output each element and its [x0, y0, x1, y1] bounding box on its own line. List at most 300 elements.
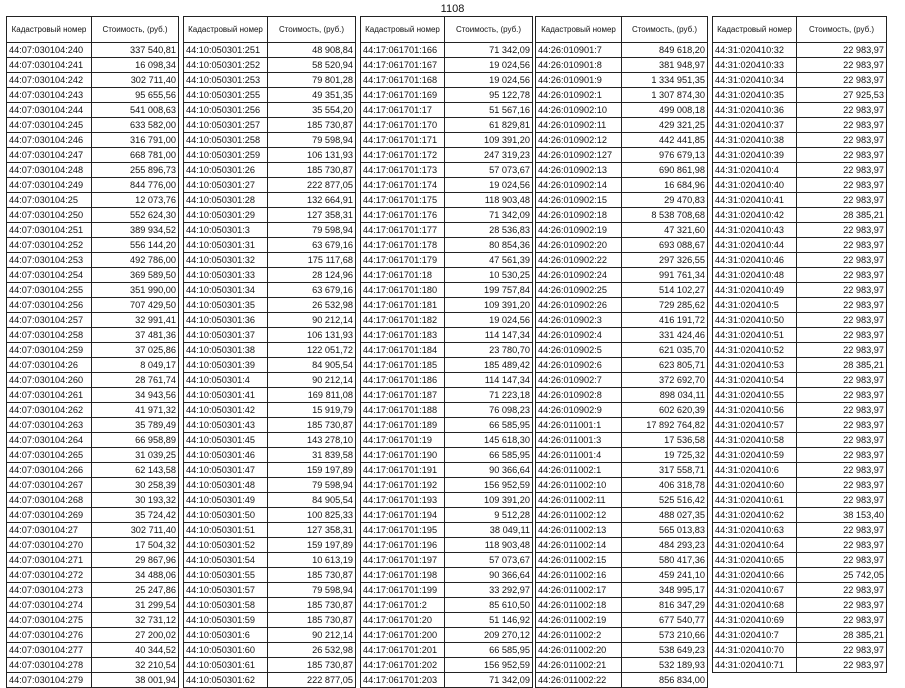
table-row — [361, 478, 533, 493]
table-row — [184, 613, 356, 628]
cost-cell: 66 585,95 — [445, 418, 533, 433]
cadastral-number-cell: 44:26:010902:9 — [536, 403, 622, 418]
table-row — [184, 313, 356, 328]
cost-cell: 30 193,32 — [92, 493, 179, 508]
cadastral-number-cell: 44:17:061701:203 — [361, 673, 445, 688]
cadastral-number-cell: 44:17:061701:18 — [361, 268, 445, 283]
cost-cell: 76 098,23 — [445, 403, 533, 418]
table-row — [184, 163, 356, 178]
cadastral-number-cell: 44:07:030104:248 — [7, 163, 92, 178]
cost-cell: 331 424,46 — [622, 328, 708, 343]
table-row — [536, 643, 708, 658]
table-row — [7, 373, 179, 388]
cost-cell: 35 789,49 — [92, 418, 179, 433]
table-row — [536, 43, 708, 58]
table-row — [713, 643, 887, 658]
cost-cell: 28 385,21 — [797, 358, 887, 373]
table-row — [7, 358, 179, 373]
cost-cell: 499 008,18 — [622, 103, 708, 118]
cost-cell: 381 948,97 — [622, 58, 708, 73]
cost-cell: 389 934,52 — [92, 223, 179, 238]
table-row — [7, 403, 179, 418]
cost-cell: 199 757,84 — [445, 283, 533, 298]
cadastral-number-cell: 44:26:010902:14 — [536, 178, 622, 193]
cost-cell: 159 197,89 — [268, 463, 356, 478]
cadastral-number-cell: 44:10:050301:29 — [184, 208, 268, 223]
table-row — [713, 418, 887, 433]
cadastral-number-cell: 44:10:050301:34 — [184, 283, 268, 298]
cadastral-number-cell: 44:10:050301:31 — [184, 238, 268, 253]
table-row — [7, 598, 179, 613]
cost-cell: 633 582,00 — [92, 118, 179, 133]
table-row — [536, 268, 708, 283]
cost-cell: 707 429,50 — [92, 298, 179, 313]
cadastral-number-cell: 44:07:030104:256 — [7, 298, 92, 313]
table-row — [713, 88, 887, 103]
cost-cell: 71 342,09 — [445, 208, 533, 223]
cadastral-number-cell: 44:26:010902:25 — [536, 283, 622, 298]
cadastral-number-cell: 44:10:050301:49 — [184, 493, 268, 508]
table-row — [184, 208, 356, 223]
table-row — [361, 613, 533, 628]
table-row — [184, 388, 356, 403]
table-row — [7, 508, 179, 523]
cadastral-number-cell: 44:26:011002:18 — [536, 598, 622, 613]
registry-table-1 — [6, 16, 179, 688]
table-row — [7, 343, 179, 358]
cadastral-number-cell: 44:26:010902:7 — [536, 373, 622, 388]
table-row — [713, 268, 887, 283]
table-row — [713, 568, 887, 583]
cadastral-number-cell: 44:17:061701:168 — [361, 73, 445, 88]
table-row — [536, 148, 708, 163]
table-row — [361, 583, 533, 598]
table-row — [184, 358, 356, 373]
cadastral-number-cell: 44:10:050301:61 — [184, 658, 268, 673]
cadastral-number-cell: 44:26:010902:22 — [536, 253, 622, 268]
table-row — [184, 463, 356, 478]
table-row — [361, 388, 533, 403]
table-row — [536, 163, 708, 178]
table-row — [536, 298, 708, 313]
cadastral-number-cell: 44:07:030104:275 — [7, 613, 92, 628]
cadastral-number-cell: 44:31:020410:46 — [713, 253, 797, 268]
cadastral-number-cell: 44:07:030104:271 — [7, 553, 92, 568]
table-row — [7, 283, 179, 298]
cadastral-number-cell: 44:10:050301:55 — [184, 568, 268, 583]
table-row — [7, 163, 179, 178]
cadastral-number-cell: 44:26:010901:9 — [536, 73, 622, 88]
cadastral-number-cell: 44:26:010902:19 — [536, 223, 622, 238]
cost-cell: 35 554,20 — [268, 103, 356, 118]
cost-cell: 22 983,97 — [797, 373, 887, 388]
table-row — [7, 538, 179, 553]
cadastral-number-cell: 44:31:020410:35 — [713, 88, 797, 103]
cost-cell: 573 210,66 — [622, 628, 708, 643]
cost-cell: 66 585,95 — [445, 448, 533, 463]
table-row — [713, 223, 887, 238]
cadastral-number-cell: 44:10:050301:60 — [184, 643, 268, 658]
cost-cell: 552 624,30 — [92, 208, 179, 223]
cadastral-number-cell: 44:17:061701:197 — [361, 553, 445, 568]
cost-cell: 22 983,97 — [797, 238, 887, 253]
cadastral-number-cell: 44:07:030104:259 — [7, 343, 92, 358]
cost-cell: 317 558,71 — [622, 463, 708, 478]
table-row — [536, 343, 708, 358]
table-row — [713, 448, 887, 463]
cadastral-number-cell: 44:07:030104:274 — [7, 598, 92, 613]
cost-cell: 90 212,14 — [268, 313, 356, 328]
table-row — [713, 58, 887, 73]
cost-cell: 49 351,35 — [268, 88, 356, 103]
table-row — [536, 448, 708, 463]
table-row — [7, 43, 179, 58]
cadastral-number-cell: 44:26:010902:5 — [536, 343, 622, 358]
cost-cell: 22 983,97 — [797, 448, 887, 463]
table-row — [7, 658, 179, 673]
table-row — [184, 88, 356, 103]
cadastral-number-cell: 44:10:050301:45 — [184, 433, 268, 448]
cadastral-number-cell: 44:07:030104:273 — [7, 583, 92, 598]
cost-cell: 22 983,97 — [797, 613, 887, 628]
cost-cell: 90 212,14 — [268, 373, 356, 388]
cost-cell: 122 051,72 — [268, 343, 356, 358]
cost-cell: 22 983,97 — [797, 103, 887, 118]
cost-cell: 132 664,91 — [268, 193, 356, 208]
cost-cell: 222 877,05 — [268, 178, 356, 193]
cost-cell: 175 117,68 — [268, 253, 356, 268]
cadastral-number-cell: 44:10:050301:256 — [184, 103, 268, 118]
cadastral-number-cell: 44:26:010902:1 — [536, 88, 622, 103]
cost-cell: 185 730,87 — [268, 613, 356, 628]
cadastral-number-cell: 44:26:011001:1 — [536, 418, 622, 433]
cost-cell: 22 983,97 — [797, 313, 887, 328]
table-row — [7, 223, 179, 238]
cadastral-number-cell: 44:31:020410:51 — [713, 328, 797, 343]
cost-cell: 488 027,35 — [622, 508, 708, 523]
cadastral-number-cell: 44:17:061701:202 — [361, 658, 445, 673]
cost-cell: 27 925,53 — [797, 88, 887, 103]
cost-cell: 79 801,28 — [268, 73, 356, 88]
cost-cell: 185 730,87 — [268, 598, 356, 613]
table-row — [713, 553, 887, 568]
table-row — [184, 148, 356, 163]
table-row — [536, 478, 708, 493]
cost-cell: 185 730,87 — [268, 418, 356, 433]
table-row — [536, 328, 708, 343]
table-row — [536, 358, 708, 373]
cost-cell: 29 867,96 — [92, 553, 179, 568]
table-row — [184, 238, 356, 253]
table-row — [361, 238, 533, 253]
cadastral-number-cell: 44:31:020410:60 — [713, 478, 797, 493]
cost-cell: 406 318,78 — [622, 478, 708, 493]
table-row — [536, 658, 708, 673]
cost-cell: 85 610,50 — [445, 598, 533, 613]
cadastral-number-cell: 44:10:050301:39 — [184, 358, 268, 373]
cost-cell: 22 983,97 — [797, 478, 887, 493]
table-row — [361, 508, 533, 523]
cost-cell: 47 561,39 — [445, 253, 533, 268]
cadastral-number-cell: 44:31:020410:44 — [713, 238, 797, 253]
cadastral-number-cell: 44:10:050301:258 — [184, 133, 268, 148]
cadastral-number-cell: 44:07:030104:252 — [7, 238, 92, 253]
cost-cell: 991 761,34 — [622, 268, 708, 283]
table-row — [536, 103, 708, 118]
table-row — [713, 493, 887, 508]
table-row — [361, 223, 533, 238]
cost-cell: 19 725,32 — [622, 448, 708, 463]
cost-cell: 28 385,21 — [797, 208, 887, 223]
table-row — [713, 133, 887, 148]
cost-cell: 106 131,93 — [268, 328, 356, 343]
cadastral-number-cell: 44:31:020410:37 — [713, 118, 797, 133]
table-row — [361, 208, 533, 223]
cadastral-number-cell: 44:10:050301:32 — [184, 253, 268, 268]
header-cadastral-number: Кадастровый номер — [536, 17, 622, 43]
cost-cell: 10 613,19 — [268, 553, 356, 568]
cadastral-number-cell: 44:07:030104:247 — [7, 148, 92, 163]
table-row — [536, 493, 708, 508]
cost-cell: 84 905,54 — [268, 493, 356, 508]
table-row — [713, 193, 887, 208]
cadastral-number-cell: 44:07:030104:242 — [7, 73, 92, 88]
table-row — [713, 358, 887, 373]
table-row — [713, 298, 887, 313]
cadastral-number-cell: 44:17:061701:196 — [361, 538, 445, 553]
table-row — [184, 268, 356, 283]
table-row — [361, 328, 533, 343]
cadastral-number-cell: 44:07:030104:270 — [7, 538, 92, 553]
cadastral-number-cell: 44:17:061701:201 — [361, 643, 445, 658]
table-row — [713, 388, 887, 403]
cost-cell: 35 724,42 — [92, 508, 179, 523]
cost-cell: 29 470,83 — [622, 193, 708, 208]
table-row — [7, 388, 179, 403]
cadastral-number-cell: 44:10:050301:57 — [184, 583, 268, 598]
cost-cell: 106 131,93 — [268, 148, 356, 163]
cost-cell: 57 073,67 — [445, 553, 533, 568]
table-row — [536, 403, 708, 418]
table-row — [7, 193, 179, 208]
cadastral-number-cell: 44:10:050301:253 — [184, 73, 268, 88]
cadastral-number-cell: 44:31:020410:6 — [713, 463, 797, 478]
cadastral-number-cell: 44:26:011002:12 — [536, 508, 622, 523]
cadastral-number-cell: 44:31:020410:65 — [713, 553, 797, 568]
table-row — [7, 268, 179, 283]
cadastral-number-cell: 44:31:020410:54 — [713, 373, 797, 388]
table-row — [184, 298, 356, 313]
cost-cell: 31 039,25 — [92, 448, 179, 463]
header-cadastral-number: Кадастровый номер — [7, 17, 92, 43]
cost-cell: 28 536,83 — [445, 223, 533, 238]
cadastral-number-cell: 44:26:011002:19 — [536, 613, 622, 628]
cadastral-number-cell: 44:26:011001:4 — [536, 448, 622, 463]
table-row — [184, 628, 356, 643]
table-row — [184, 418, 356, 433]
table-row — [184, 253, 356, 268]
cadastral-number-cell: 44:07:030104:279 — [7, 673, 92, 688]
table-row — [361, 298, 533, 313]
cost-cell: 12 073,76 — [92, 193, 179, 208]
cadastral-number-cell: 44:31:020410:39 — [713, 148, 797, 163]
cadastral-number-cell: 44:10:050301:52 — [184, 538, 268, 553]
table-row — [536, 418, 708, 433]
cost-cell: 351 990,00 — [92, 283, 179, 298]
cost-cell: 484 293,23 — [622, 538, 708, 553]
table-row — [7, 148, 179, 163]
table-row — [361, 358, 533, 373]
cost-cell: 532 189,93 — [622, 658, 708, 673]
header-cost: Стоимость, (руб.) — [268, 17, 356, 43]
table-row — [361, 283, 533, 298]
cadastral-number-cell: 44:07:030104:272 — [7, 568, 92, 583]
cost-cell: 22 983,97 — [797, 43, 887, 58]
cost-cell: 32 731,12 — [92, 613, 179, 628]
cost-cell: 22 983,97 — [797, 253, 887, 268]
table-row — [713, 118, 887, 133]
cost-cell: 429 321,25 — [622, 118, 708, 133]
table-row — [184, 583, 356, 598]
cadastral-number-cell: 44:26:011001:3 — [536, 433, 622, 448]
cost-cell: 556 144,20 — [92, 238, 179, 253]
cadastral-number-cell: 44:17:061701:188 — [361, 403, 445, 418]
cost-cell: 28 385,21 — [797, 628, 887, 643]
table-row — [184, 673, 356, 688]
cost-cell: 22 983,97 — [797, 223, 887, 238]
table-row — [7, 58, 179, 73]
cadastral-number-cell: 44:10:050301:27 — [184, 178, 268, 193]
cadastral-number-cell: 44:07:030104:269 — [7, 508, 92, 523]
cost-cell: 26 532,98 — [268, 298, 356, 313]
cadastral-number-cell: 44:17:061701:17 — [361, 103, 445, 118]
table-row — [536, 628, 708, 643]
table-row — [713, 343, 887, 358]
table-row — [536, 538, 708, 553]
cost-cell: 118 903,48 — [445, 193, 533, 208]
table-row — [361, 553, 533, 568]
cost-cell: 63 679,16 — [268, 238, 356, 253]
table-row — [184, 73, 356, 88]
cadastral-number-cell: 44:31:020410:32 — [713, 43, 797, 58]
table-row — [361, 268, 533, 283]
cost-cell: 109 391,20 — [445, 493, 533, 508]
cost-cell: 22 983,97 — [797, 178, 887, 193]
table-row — [184, 223, 356, 238]
table-row — [536, 178, 708, 193]
table-row — [536, 73, 708, 88]
cost-cell: 668 781,00 — [92, 148, 179, 163]
header-cadastral-number: Кадастровый номер — [184, 17, 268, 43]
table-row — [361, 658, 533, 673]
cost-cell: 10 530,25 — [445, 268, 533, 283]
cadastral-number-cell: 44:26:011002:14 — [536, 538, 622, 553]
cadastral-number-cell: 44:07:030104:245 — [7, 118, 92, 133]
cadastral-number-cell: 44:26:010902:20 — [536, 238, 622, 253]
table-row — [7, 643, 179, 658]
cadastral-number-cell: 44:07:030104:246 — [7, 133, 92, 148]
cost-cell: 114 147,34 — [445, 373, 533, 388]
cost-cell: 22 983,97 — [797, 283, 887, 298]
cost-cell: 255 896,73 — [92, 163, 179, 178]
table-row — [184, 598, 356, 613]
table-row — [536, 523, 708, 538]
cost-cell: 209 270,12 — [445, 628, 533, 643]
cost-cell: 48 908,84 — [268, 43, 356, 58]
cadastral-number-cell: 44:17:061701:183 — [361, 328, 445, 343]
cadastral-number-cell: 44:31:020410:41 — [713, 193, 797, 208]
table-row — [536, 88, 708, 103]
table-row — [361, 313, 533, 328]
cadastral-number-cell: 44:31:020410:53 — [713, 358, 797, 373]
table-row — [713, 658, 887, 673]
cost-cell: 849 618,20 — [622, 43, 708, 58]
cost-cell: 19 024,56 — [445, 73, 533, 88]
table-row — [361, 523, 533, 538]
cadastral-number-cell: 44:17:061701:195 — [361, 523, 445, 538]
table-row — [7, 493, 179, 508]
cadastral-number-cell: 44:17:061701:177 — [361, 223, 445, 238]
table-row — [536, 388, 708, 403]
table-row — [713, 283, 887, 298]
table-row — [361, 448, 533, 463]
cost-cell: 22 983,97 — [797, 463, 887, 478]
cadastral-number-cell: 44:07:030104:25 — [7, 193, 92, 208]
cost-cell: 58 520,94 — [268, 58, 356, 73]
cadastral-number-cell: 44:26:010902:6 — [536, 358, 622, 373]
table-row — [361, 403, 533, 418]
cadastral-number-cell: 44:31:020410:61 — [713, 493, 797, 508]
cost-cell: 156 952,59 — [445, 658, 533, 673]
cadastral-number-cell: 44:17:061701:184 — [361, 343, 445, 358]
cadastral-number-cell: 44:17:061701:181 — [361, 298, 445, 313]
cost-cell: 844 776,00 — [92, 178, 179, 193]
cadastral-number-cell: 44:07:030104:243 — [7, 88, 92, 103]
cost-cell: 22 983,97 — [797, 523, 887, 538]
cadastral-number-cell: 44:26:010902:4 — [536, 328, 622, 343]
table-row — [184, 133, 356, 148]
table-row — [536, 673, 708, 688]
cadastral-number-cell: 44:10:050301:47 — [184, 463, 268, 478]
cadastral-number-cell: 44:17:061701:191 — [361, 463, 445, 478]
cost-cell: 100 825,33 — [268, 508, 356, 523]
cadastral-number-cell: 44:17:061701:172 — [361, 148, 445, 163]
cost-cell: 95 655,56 — [92, 88, 179, 103]
table-row — [536, 208, 708, 223]
cost-cell: 22 983,97 — [797, 268, 887, 283]
cost-cell: 369 589,50 — [92, 268, 179, 283]
cadastral-number-cell: 44:17:061701:173 — [361, 163, 445, 178]
page-number: 1108 — [440, 3, 465, 15]
cost-cell: 63 679,16 — [268, 283, 356, 298]
cadastral-number-cell: 44:17:061701:20 — [361, 613, 445, 628]
cadastral-number-cell: 44:07:030104:244 — [7, 103, 92, 118]
cadastral-number-cell: 44:17:061701:189 — [361, 418, 445, 433]
cost-cell: 492 786,00 — [92, 253, 179, 268]
cost-cell: 16 684,96 — [622, 178, 708, 193]
cadastral-number-cell: 44:10:050301:38 — [184, 343, 268, 358]
cadastral-number-cell: 44:17:061701:192 — [361, 478, 445, 493]
table-row — [7, 238, 179, 253]
cadastral-number-cell: 44:07:030104:241 — [7, 58, 92, 73]
table-row — [536, 463, 708, 478]
cadastral-number-cell: 44:31:020410:66 — [713, 568, 797, 583]
cadastral-number-cell: 44:07:030104:278 — [7, 658, 92, 673]
table-row — [184, 508, 356, 523]
cadastral-number-cell: 44:26:011002:22 — [536, 673, 622, 688]
table-row — [536, 613, 708, 628]
cadastral-number-cell: 44:07:030104:262 — [7, 403, 92, 418]
